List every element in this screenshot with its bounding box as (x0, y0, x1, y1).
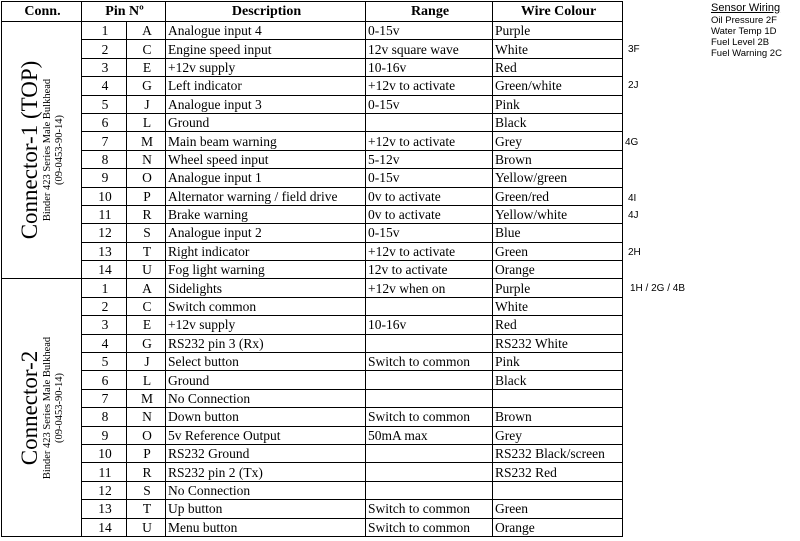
wire-colour-cell: RS232 Red (493, 463, 623, 481)
table-row (2, 481, 623, 499)
range-cell: 12v square wave (366, 40, 493, 58)
description-cell: Right indicator (166, 242, 366, 260)
range-cell: 0-15v (366, 169, 493, 187)
range-cell: 0v to activate (366, 187, 493, 205)
pin-letter-cell: C (127, 297, 166, 315)
wire-colour-cell: Grey (493, 426, 623, 444)
description-cell: RS232 pin 3 (Rx) (166, 334, 366, 352)
range-cell: 0-15v (366, 95, 493, 113)
pin-letter-cell: N (127, 408, 166, 426)
range-cell: 0-15v (366, 224, 493, 242)
wire-colour-cell: Pink (493, 353, 623, 371)
wire-colour-cell: RS232 Black/screen (493, 444, 623, 462)
description-cell: Analogue input 3 (166, 95, 366, 113)
table-row (2, 95, 623, 113)
connector-label-cell (2, 22, 82, 279)
connector-subtitle: Binder 423 Series Male Bulkhead (41, 79, 53, 222)
pin-number-cell: 8 (82, 408, 127, 426)
table-row (2, 444, 623, 462)
pin-number-cell: 6 (82, 371, 127, 389)
wire-colour-cell: Yellow/green (493, 169, 623, 187)
wire-colour-cell: Purple (493, 279, 623, 297)
pin-number-cell: 2 (82, 297, 127, 315)
range-cell: 5-12v (366, 150, 493, 168)
pin-number-cell: 6 (82, 113, 127, 131)
description-cell: 5v Reference Output (166, 426, 366, 444)
description-cell: Select button (166, 353, 366, 371)
pin-letter-cell: P (127, 187, 166, 205)
table-row (2, 205, 623, 223)
range-cell: 0-15v (366, 22, 493, 40)
description-cell: Switch common (166, 297, 366, 315)
range-cell: 0v to activate (366, 205, 493, 223)
description-cell: +12v supply (166, 316, 366, 334)
sensor-wiring-heading: Sensor Wiring (711, 2, 781, 14)
range-cell: Switch to common (366, 500, 493, 518)
description-cell: Brake warning (166, 205, 366, 223)
range-cell: +12v when on (366, 279, 493, 297)
pin-number-cell: 12 (82, 481, 127, 499)
description-cell: Alternator warning / field drive (166, 187, 366, 205)
wire-colour-cell: Green/red (493, 187, 623, 205)
pin-letter-cell: O (127, 426, 166, 444)
header-range: Range (366, 2, 493, 22)
table-row (2, 58, 623, 76)
table-row (2, 261, 623, 279)
pin-letter-cell: E (127, 316, 166, 334)
pin-letter-cell: C (127, 40, 166, 58)
pin-letter-cell: M (127, 132, 166, 150)
table-row (2, 113, 623, 131)
table-row (2, 242, 623, 260)
note-4g: 4G (625, 137, 639, 148)
description-cell: Analogue input 1 (166, 169, 366, 187)
pin-number-cell: 14 (82, 518, 127, 536)
pin-number-cell: 10 (82, 444, 127, 462)
description-cell: No Connection (166, 389, 366, 407)
pin-number-cell: 11 (82, 463, 127, 481)
range-cell (366, 389, 493, 407)
wire-colour-cell: Blue (493, 224, 623, 242)
header-description: Description (166, 2, 366, 22)
header-row (2, 2, 623, 22)
table-row (2, 426, 623, 444)
table-row (2, 371, 623, 389)
wire-colour-cell: Grey (493, 132, 623, 150)
wire-colour-cell: Yellow/white (493, 205, 623, 223)
range-cell (366, 297, 493, 315)
pin-letter-cell: J (127, 353, 166, 371)
wire-colour-cell: White (493, 40, 623, 58)
range-cell: +12v to activate (366, 132, 493, 150)
pin-letter-cell: P (127, 444, 166, 462)
pin-number-cell: 1 (82, 22, 127, 40)
pin-letter-cell: A (127, 22, 166, 40)
description-cell: Analogue input 2 (166, 224, 366, 242)
pin-letter-cell: U (127, 518, 166, 536)
range-cell: 12v to activate (366, 261, 493, 279)
table-row (2, 297, 623, 315)
wire-colour-cell: Orange (493, 261, 623, 279)
pin-number-cell: 5 (82, 95, 127, 113)
pin-letter-cell: R (127, 205, 166, 223)
wire-colour-cell: Orange (493, 518, 623, 536)
pin-letter-cell: R (127, 463, 166, 481)
wire-colour-cell: Green/white (493, 77, 623, 95)
description-cell: RS232 pin 2 (Tx) (166, 463, 366, 481)
table-row (2, 77, 623, 95)
wire-colour-cell: Pink (493, 95, 623, 113)
range-cell (366, 444, 493, 462)
range-cell (366, 463, 493, 481)
range-cell: 50mA max (366, 426, 493, 444)
connector-title: Connector-1 (TOP) (16, 60, 42, 240)
pinout-table (1, 1, 623, 537)
header-conn: Conn. (2, 2, 82, 22)
pin-letter-cell: E (127, 58, 166, 76)
pin-number-cell: 14 (82, 261, 127, 279)
table-row (2, 518, 623, 536)
range-cell: 10-16v (366, 316, 493, 334)
table-row (2, 334, 623, 352)
description-cell: Left indicator (166, 77, 366, 95)
table-row (2, 150, 623, 168)
wire-colour-cell (493, 481, 623, 499)
description-cell: Ground (166, 113, 366, 131)
pin-letter-cell: A (127, 279, 166, 297)
sensor-line: Water Temp 1D (711, 26, 777, 37)
sensor-line: Fuel Level 2B (711, 37, 770, 48)
connector-subtitle: Binder 423 Series Male Bulkhead (41, 336, 53, 479)
pin-letter-cell: M (127, 389, 166, 407)
wire-colour-cell: Brown (493, 150, 623, 168)
range-cell: Switch to common (366, 518, 493, 536)
pin-letter-cell: S (127, 224, 166, 242)
table-row (2, 408, 623, 426)
description-cell: Menu button (166, 518, 366, 536)
table-row (2, 22, 623, 40)
description-cell: Fog light warning (166, 261, 366, 279)
pin-number-cell: 3 (82, 58, 127, 76)
sensor-wiring-legend (711, 2, 782, 59)
range-cell (366, 113, 493, 131)
sensor-line: Oil Pressure 2F (711, 15, 777, 26)
table-row (2, 389, 623, 407)
table-row (2, 40, 623, 58)
connector-part-number: (09-0453-90-14) (53, 115, 65, 186)
pin-number-cell: 9 (82, 169, 127, 187)
pin-letter-cell: G (127, 334, 166, 352)
pin-letter-cell: S (127, 481, 166, 499)
pin-letter-cell: G (127, 77, 166, 95)
pin-number-cell: 13 (82, 500, 127, 518)
note-2h: 2H (628, 247, 641, 258)
pin-letter-cell: T (127, 242, 166, 260)
note-1h-2g-4b: 1H / 2G / 4B (630, 283, 686, 294)
range-cell: +12v to activate (366, 242, 493, 260)
pin-number-cell: 7 (82, 132, 127, 150)
pin-number-cell: 8 (82, 150, 127, 168)
connector-title: Connector-2 (16, 350, 42, 465)
pin-letter-cell: N (127, 150, 166, 168)
pin-number-cell: 9 (82, 426, 127, 444)
pin-letter-cell: L (127, 371, 166, 389)
table-row (2, 500, 623, 518)
pin-number-cell: 11 (82, 205, 127, 223)
wire-colour-cell: RS232 White (493, 334, 623, 352)
description-cell: +12v supply (166, 58, 366, 76)
note-3f: 3F (628, 44, 640, 55)
pin-letter-cell: O (127, 169, 166, 187)
pin-letter-cell: U (127, 261, 166, 279)
table-row (2, 316, 623, 334)
range-cell: +12v to activate (366, 77, 493, 95)
header-pin-no: Pin Nº (82, 2, 166, 22)
table-row (2, 353, 623, 371)
pin-number-cell: 7 (82, 389, 127, 407)
range-cell: Switch to common (366, 408, 493, 426)
pin-letter-cell: T (127, 500, 166, 518)
pin-number-cell: 12 (82, 224, 127, 242)
wire-colour-cell: Black (493, 371, 623, 389)
description-cell: Wheel speed input (166, 150, 366, 168)
wire-colour-cell: Green (493, 500, 623, 518)
connector-label-cell (2, 279, 82, 536)
wire-colour-cell: Brown (493, 408, 623, 426)
pin-number-cell: 10 (82, 187, 127, 205)
connector-part-number: (09-0453-90-14) (53, 372, 65, 443)
wire-colour-cell (493, 389, 623, 407)
description-cell: Engine speed input (166, 40, 366, 58)
note-4j: 4J (628, 210, 639, 221)
description-cell: Main beam warning (166, 132, 366, 150)
note-4i: 4I (628, 193, 637, 204)
pin-number-cell: 2 (82, 40, 127, 58)
table-row (2, 279, 623, 297)
range-cell (366, 371, 493, 389)
wire-colour-cell: Green (493, 242, 623, 260)
wire-colour-cell: Red (493, 58, 623, 76)
table-row (2, 169, 623, 187)
range-cell: 10-16v (366, 58, 493, 76)
wire-colour-cell: Black (493, 113, 623, 131)
range-cell (366, 334, 493, 352)
description-cell: Sidelights (166, 279, 366, 297)
description-cell: Ground (166, 371, 366, 389)
description-cell: RS232 Ground (166, 444, 366, 462)
pin-number-cell: 13 (82, 242, 127, 260)
table-row (2, 224, 623, 242)
pin-number-cell: 3 (82, 316, 127, 334)
table-row (2, 132, 623, 150)
description-cell: Down button (166, 408, 366, 426)
table-row (2, 463, 623, 481)
description-cell: No Connection (166, 481, 366, 499)
wire-colour-cell: Purple (493, 22, 623, 40)
wire-colour-cell: White (493, 297, 623, 315)
pin-number-cell: 4 (82, 77, 127, 95)
description-cell: Up button (166, 500, 366, 518)
range-cell: Switch to common (366, 353, 493, 371)
pin-letter-cell: J (127, 95, 166, 113)
pin-number-cell: 5 (82, 353, 127, 371)
table-row (2, 187, 623, 205)
header-wire-colour: Wire Colour (493, 2, 623, 22)
sensor-line: Fuel Warning 2C (711, 48, 782, 59)
description-cell: Analogue input 4 (166, 22, 366, 40)
pin-number-cell: 1 (82, 279, 127, 297)
note-2j: 2J (628, 80, 639, 91)
pin-number-cell: 4 (82, 334, 127, 352)
range-cell (366, 481, 493, 499)
wire-colour-cell: Red (493, 316, 623, 334)
pin-letter-cell: L (127, 113, 166, 131)
